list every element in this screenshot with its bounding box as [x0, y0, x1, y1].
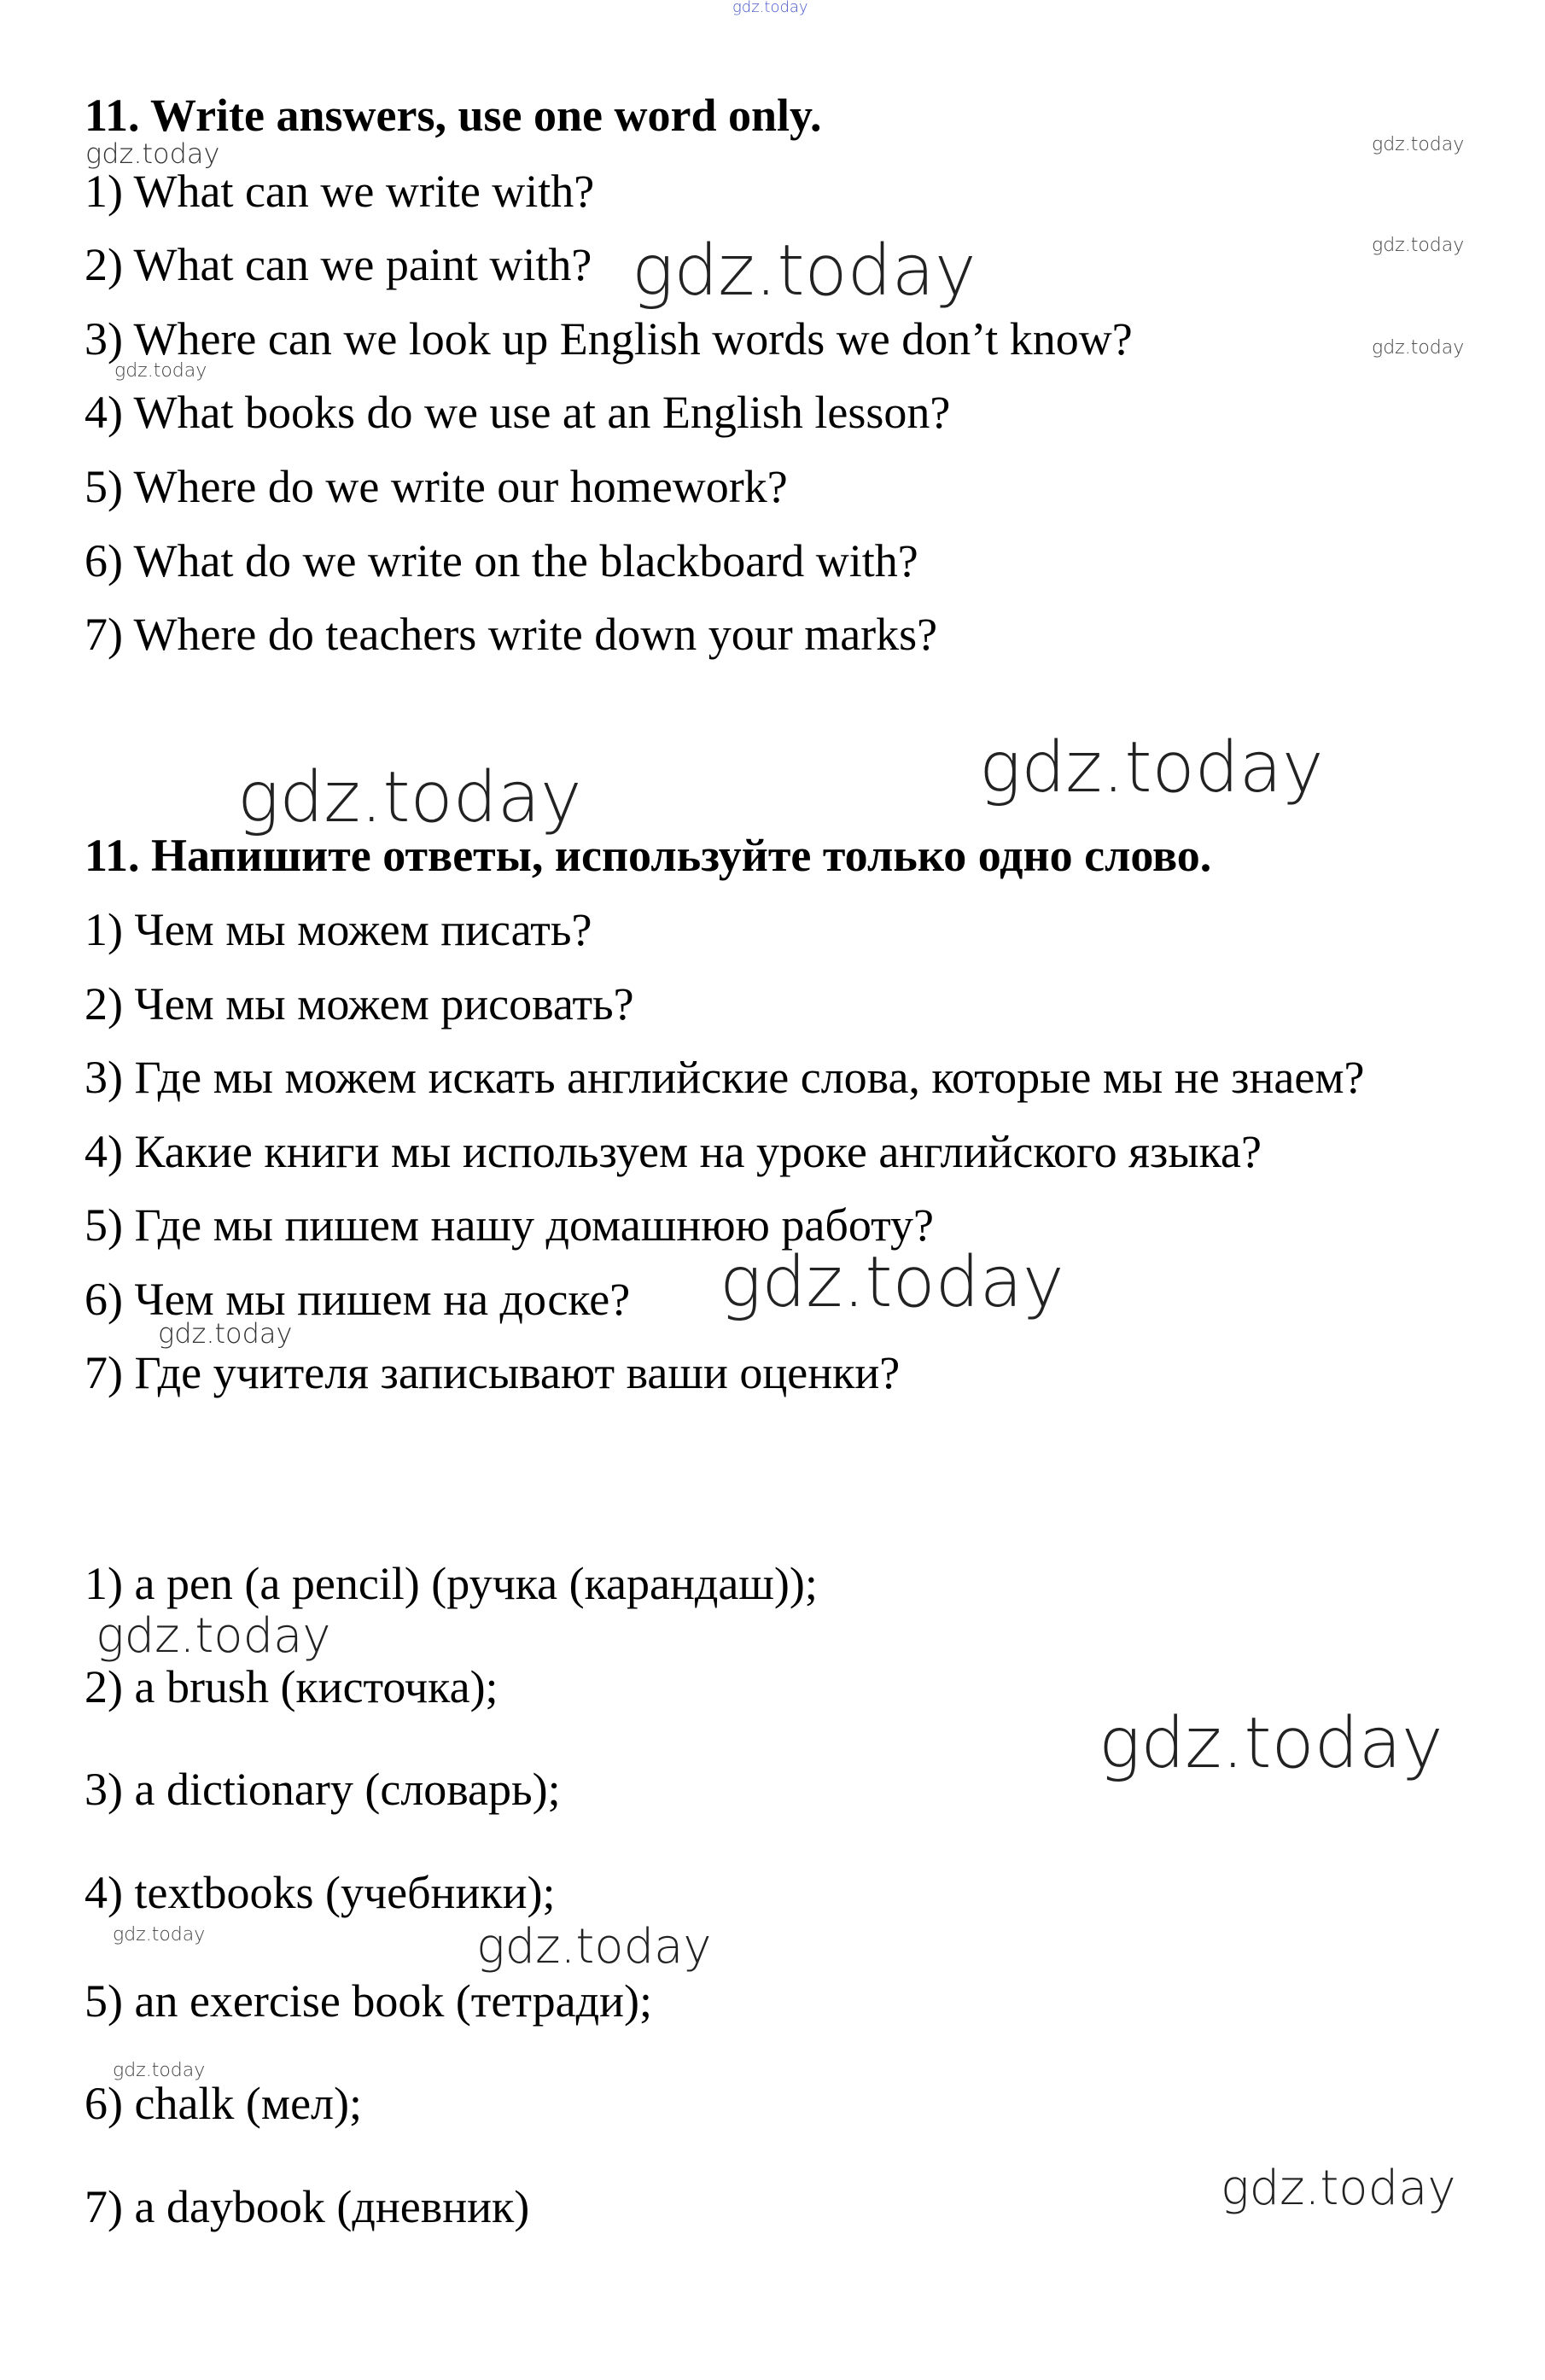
answer-5: 5) an exercise book (тетради);: [85, 1975, 652, 2027]
answer-6: 6) chalk (мел);: [85, 2078, 362, 2129]
watermark: gdz.today: [1372, 235, 1465, 256]
answer-7: 7) a daybook (дневник): [85, 2181, 530, 2232]
watermark: gdz.today: [113, 1924, 206, 1945]
english-question-1: 1) What can we write with?: [85, 166, 595, 217]
russian-heading: 11. Напишите ответы, используйте только одно слово.: [85, 830, 1212, 881]
watermark: gdz.today: [158, 1317, 293, 1350]
watermark: gdz.today: [113, 2060, 206, 2081]
watermark: gdz.today: [732, 0, 808, 16]
english-question-4: 4) What books do we use at an English lesson?: [85, 387, 951, 438]
watermark: gdz.today: [114, 360, 207, 382]
english-question-6: 6) What do we write on the blackboard with?: [85, 535, 918, 586]
answer-4: 4) textbooks (учебники);: [85, 1867, 556, 1918]
watermark: gdz.today: [1372, 337, 1465, 359]
russian-question-5: 5) Где мы пишем нашу домашнюю работу?: [85, 1199, 934, 1251]
watermark: gdz.today: [96, 1608, 331, 1664]
watermark: gdz.today: [979, 727, 1324, 808]
russian-question-1: 1) Чем мы можем писать?: [85, 904, 592, 955]
english-question-5: 5) Where do we write our homework?: [85, 461, 788, 512]
watermark: gdz.today: [237, 757, 582, 838]
watermark: gdz.today: [1099, 1703, 1443, 1784]
russian-question-3: 3) Где мы можем искать английские слова, которые мы не знаем?: [85, 1052, 1365, 1103]
watermark: gdz.today: [476, 1919, 712, 1975]
answer-2: 2) a brush (кисточка);: [85, 1661, 498, 1712]
english-question-3: 3) Where can we look up English words we don’t know?: [85, 313, 1133, 365]
english-question-2: 2) What can we paint with?: [85, 239, 592, 290]
russian-question-4: 4) Какие книги мы используем на уроке английского языка?: [85, 1126, 1262, 1177]
watermark: gdz.today: [720, 1242, 1064, 1323]
watermark: gdz.today: [1221, 2161, 1456, 2216]
russian-question-6: 6) Чем мы пишем на доске?: [85, 1274, 631, 1325]
english-question-7: 7) Where do teachers write down your marks?: [85, 609, 938, 660]
watermark: gdz.today: [85, 137, 220, 170]
russian-question-7: 7) Где учителя записывают ваши оценки?: [85, 1347, 901, 1398]
watermark: gdz.today: [1372, 134, 1465, 155]
watermark: gdz.today: [632, 230, 977, 312]
english-heading: 11. Write answers, use one word only.: [85, 90, 822, 141]
answer-1: 1) a pen (a pencil) (ручка (карандаш));: [85, 1558, 818, 1609]
russian-question-2: 2) Чем мы можем рисовать?: [85, 978, 634, 1030]
answer-3: 3) a dictionary (словарь);: [85, 1764, 561, 1815]
